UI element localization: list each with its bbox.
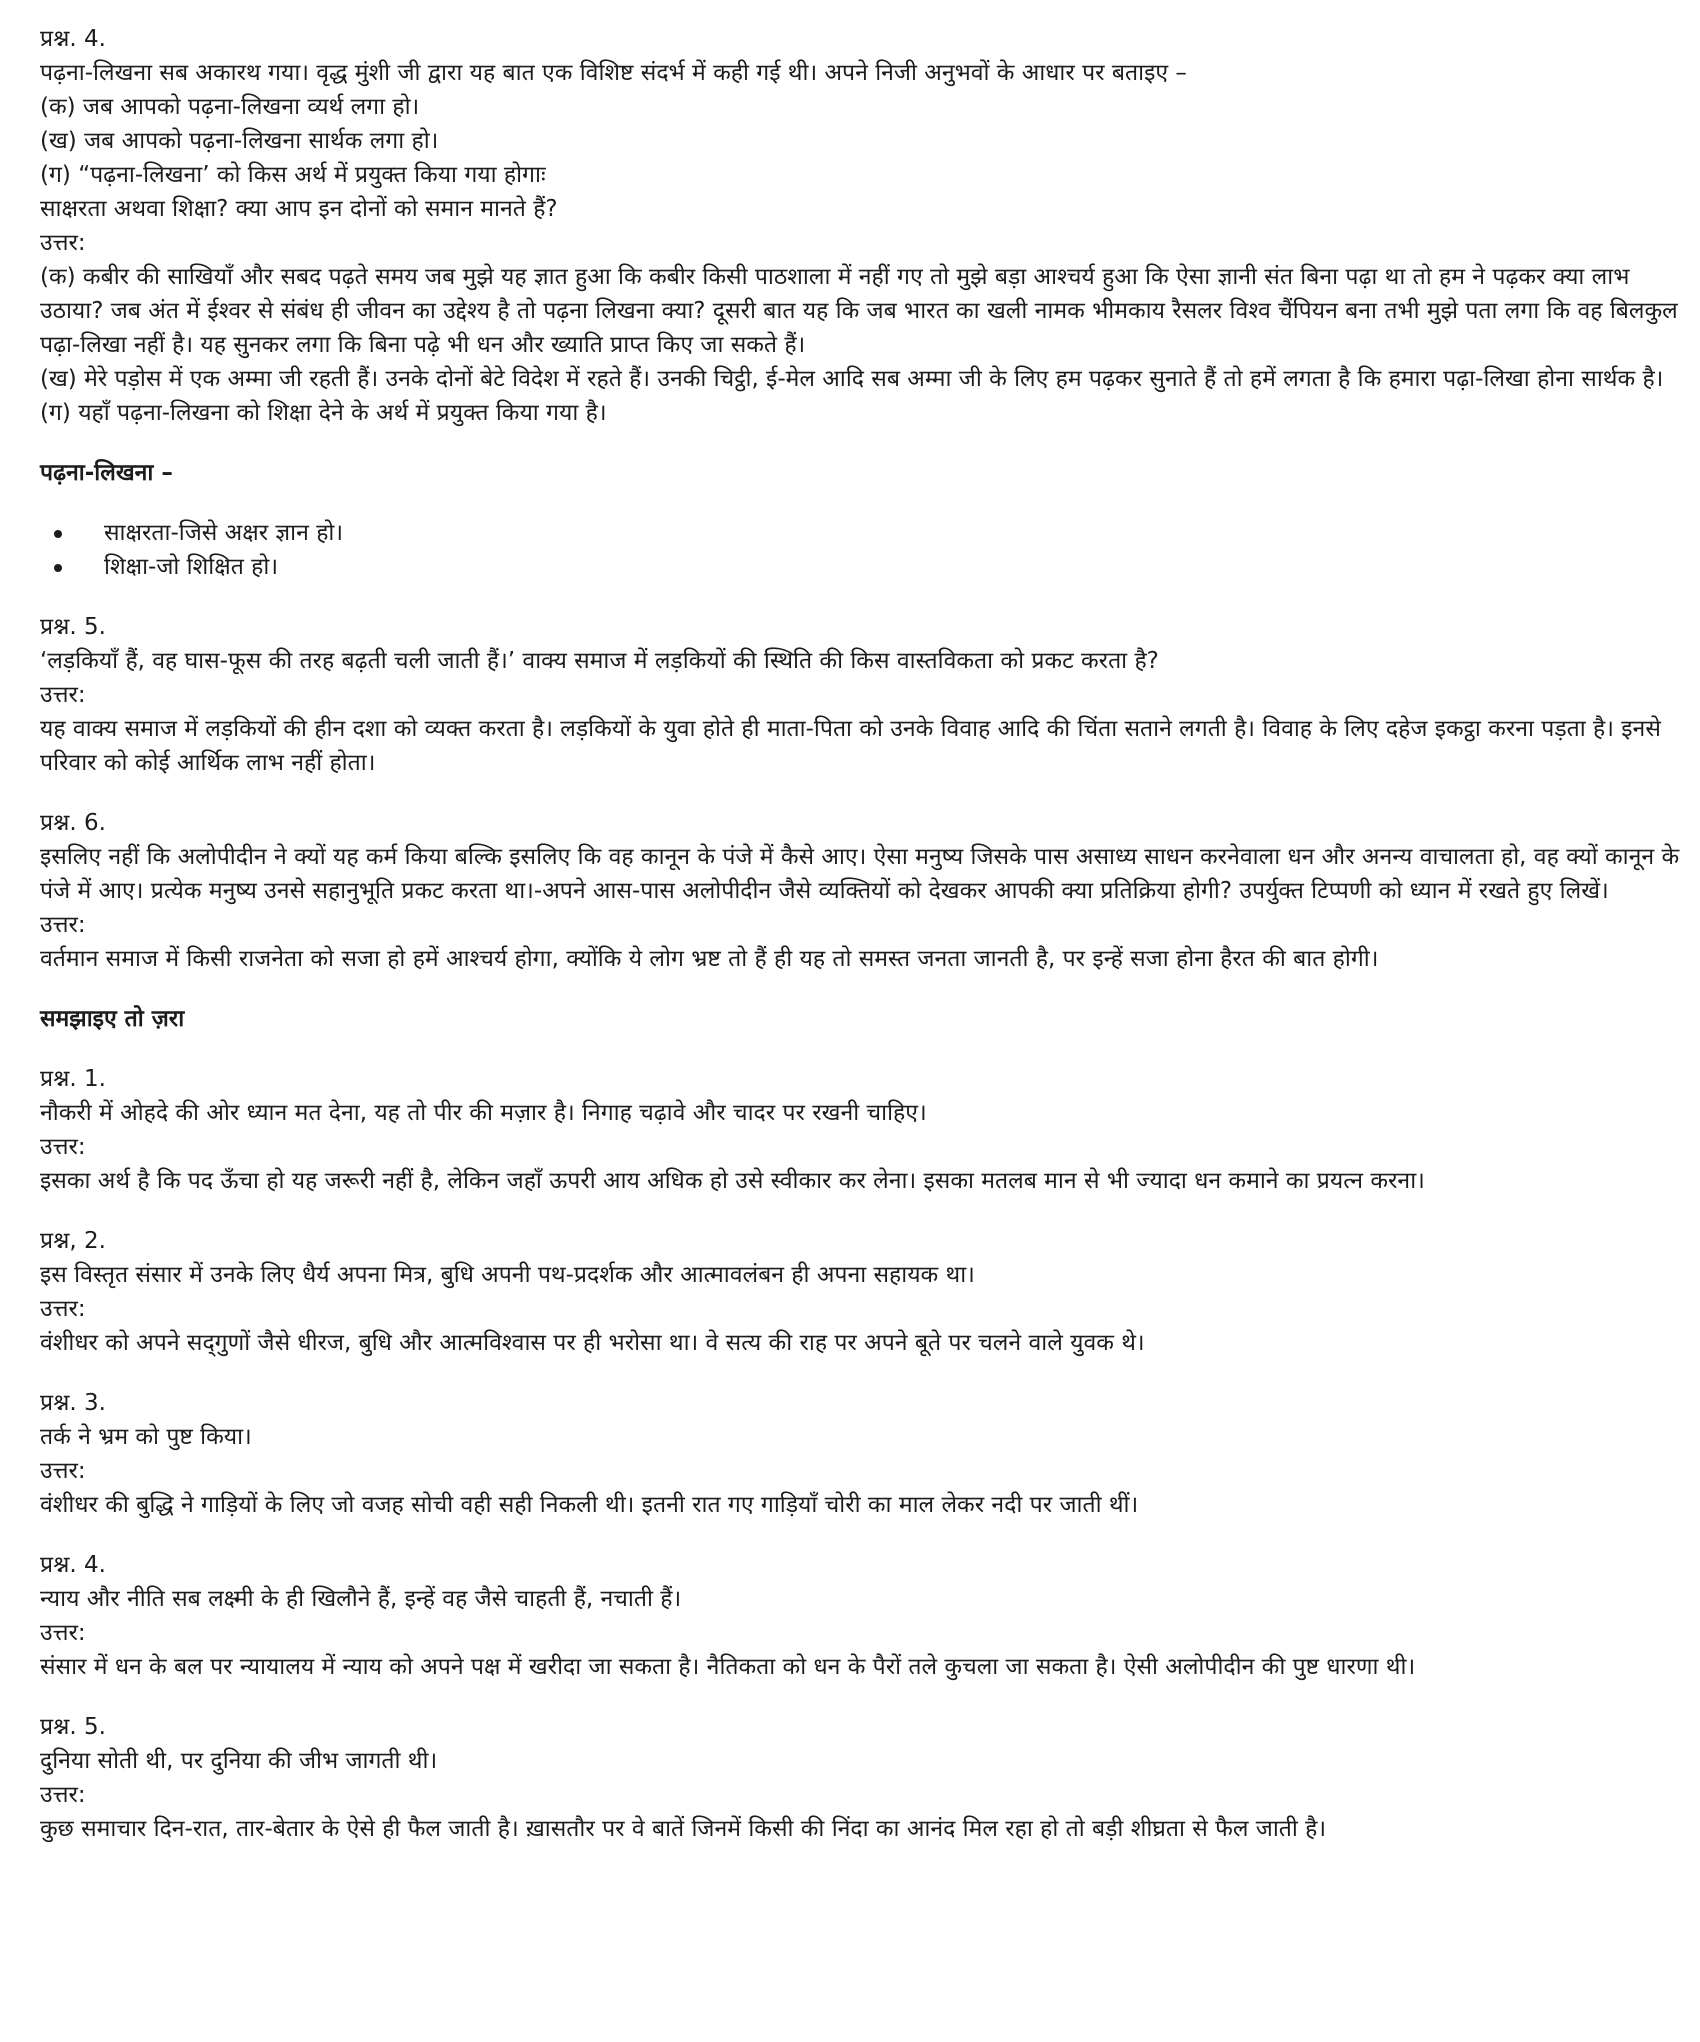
list-item: साक्षरता-जिसे अक्षर ज्ञान हो। [40, 516, 1680, 550]
explain-question-3 [40, 1386, 1680, 1522]
bullet-list [40, 516, 1680, 584]
list-item: शिक्षा-जो शिक्षित हो। [40, 550, 1680, 584]
answer-label: उत्तर: [40, 682, 86, 708]
sub-question-c-continued: साक्षरता अथवा शिक्षा? क्या आप इन दोनों को समान मानते हैं? [40, 196, 558, 222]
answer-text: यह वाक्य समाज में लड़कियों की हीन दशा को व्यक्त करता है। लड़कियों के युवा होते ही माता-पिता को उनके विवाह आदि की चिंता सताने लगती है। विवाह के लिए दहेज इकट्ठा करना पड़ता है। इनसे परिवार को कोई आर्थिक लाभ नहीं होता। [40, 716, 1661, 776]
question-text: न्याय और नीति सब लक्ष्मी के ही खिलौने हैं, इन्हें वह जैसे चाहती हैं, नचाती हैं। [40, 1586, 682, 1612]
question-text: इसलिए नहीं कि अलोपीदीन ने क्यों यह कर्म किया बल्कि इसलिए कि वह कानून के पंजे में कैसे आए। ऐसा मनुष्य जिसके पास असाध्य साधन करनेवाला धन और अनन्य वाचालता हो, वह क्यों कानून के पंजे में आए। प्रत्येक मनुष्य उनसे सहानुभूति प्रकट करता था।-अपने आस-पास अलोपीदीन जैसे व्यक्तियों को देखकर आपकी क्या प्रतिक्रिया होगी? उपर्युक्त टिप्पणी को ध्यान में रखते हुए लिखें। [40, 844, 1680, 904]
explain-question-2 [40, 1224, 1680, 1360]
question-text: नौकरी में ओहदे की ओर ध्यान मत देना, यह तो पीर की मज़ार है। निगाह चढ़ावे और चादर पर रखनी चाहिए। [40, 1100, 927, 1126]
explain-question-4 [40, 1548, 1680, 1684]
question-text: दुनिया सोती थी, पर दुनिया की जीभ जागती थी। [40, 1748, 438, 1774]
answer-b: (ख) मेरे पड़ोस में एक अम्मा जी रहती हैं। उनके दोनों बेटे विदेश में रहते हैं। उनकी चिट्ठी, ई-मेल आदि सब अम्मा जी के लिए हम पढ़कर सुनाते हैं तो हमें लगता है कि हमारा पढ़ा-लिखा होना सार्थक है। [40, 366, 1664, 392]
question-text: पढ़ना-लिखना सब अकारथ गया। वृद्ध मुंशी जी द्वारा यह बात एक विशिष्ट संदर्भ में कही गई थी। अपने निजी अनुभवों के आधार पर बताइए – [40, 60, 1187, 86]
question-text: ‘लड़कियाँ हैं, वह घास-फूस की तरह बढ़ती चली जाती हैं।’ वाक्य समाज में लड़कियों की स्थिति की किस वास्तविकता को प्रकट करता है? [40, 648, 1159, 674]
answer-text: कुछ समाचार दिन-रात, तार-बेतार के ऐसे ही फैल जाती है। ख़ासतौर पर वे बातें जिनमें किसी की निंदा का आनंद मिल रहा हो तो बड़ी शीघ्रता से फैल जाती है। [40, 1816, 1327, 1842]
question-label: प्रश्न. 5. [40, 614, 106, 640]
bullet-icon [54, 530, 62, 538]
explain-question-1 [40, 1062, 1680, 1198]
section-heading-explain: समझाइए तो ज़रा [40, 1006, 185, 1032]
answer-a: (क) कबीर की साखियाँ और सबद पढ़ते समय जब मुझे यह ज्ञात हुआ कि कबीर किसी पाठशाला में नहीं गए तो मुझे बड़ा आश्चर्य हुआ कि ऐसा ज्ञानी संत बिना पढ़ा था तो हम ने पढ़कर क्या लाभ उठाया? जब अंत में ईश्वर से संबंध ही जीवन का उद्देश्य है तो पढ़ना लिखना क्या? दूसरी बात यह कि जब भारत का खली नामक भीमकाय रैसलर विश्व चैंपियन बना तभी मुझे पता लगा कि वह बिलकुल पढ़ा-लिखा नहीं है। यह सुनकर लगा कि बिना पढ़े भी धन और ख्याति प्राप्त किए जा सकते हैं। [40, 264, 1678, 358]
answer-label: उत्तर: [40, 1296, 86, 1322]
question-label: प्रश्न. 5. [40, 1714, 106, 1740]
answer-label: उत्तर: [40, 912, 86, 938]
answer-label: उत्तर: [40, 230, 86, 256]
answer-label: उत्तर: [40, 1620, 86, 1646]
answer-text: वर्तमान समाज में किसी राजनेता को सजा हो हमें आश्चर्य होगा, क्योंकि ये लोग भ्रष्ट तो हैं ही यह तो समस्त जनता जानती है, पर इन्हें सजा होना हैरत की बात होगी। [40, 946, 1379, 972]
question-label: प्रश्न, 2. [40, 1228, 106, 1254]
answer-text: वंशीधर की बुद्धि ने गाड़ियों के लिए जो वजह सोची वही सही निकली थी। इतनी रात गए गाड़ियाँ चोरी का माल लेकर नदी पर जाती थीं। [40, 1492, 1139, 1518]
sub-question-c: (ग) “पढ़ना-लिखना’ को किस अर्थ में प्रयुक्त किया गया होगाः [40, 162, 546, 188]
answer-text: वंशीधर को अपने सद्‌गुणों जैसे धीरज, बुधि और आत्मविश्वास पर ही भरोसा था। वे सत्य की राह पर अपने बूते पर चलने वाले युवक थे। [40, 1330, 1145, 1356]
question-block-6 [40, 806, 1680, 976]
question-label: प्रश्न. 1. [40, 1066, 106, 1092]
bullet-icon [54, 564, 62, 572]
answer-label: उत्तर: [40, 1134, 86, 1160]
answer-text: इसका अर्थ है कि पद ऊँचा हो यह जरूरी नहीं है, लेकिन जहाँ ऊपरी आय अधिक हो उसे स्वीकार कर लेना। इसका मतलब मान से भी ज्यादा धन कमाने का प्रयत्न करना। [40, 1168, 1425, 1194]
question-label: प्रश्न. 6. [40, 810, 106, 836]
question-block-4 [40, 22, 1680, 430]
question-text: इस विस्तृत संसार में उनके लिए धैर्य अपना मित्र, बुधि अपनी पथ-प्रदर्शक और आत्मावलंबन ही अपना सहायक था। [40, 1262, 975, 1288]
question-text: तर्क ने भ्रम को पुष्ट किया। [40, 1424, 252, 1450]
document-page [40, 22, 1680, 1846]
question-label: प्रश्न. 4. [40, 26, 106, 52]
answer-text: संसार में धन के बल पर न्यायालय में न्याय को अपने पक्ष में खरीदा जा सकता है। नैतिकता को धन के पैरों तले कुचला जा सकता है। ऐसी अलोपीदीन की पुष्ट धारणा थी। [40, 1654, 1416, 1680]
question-label: प्रश्न. 3. [40, 1390, 106, 1416]
answer-label: उत्तर: [40, 1782, 86, 1808]
sub-question-a: (क) जब आपको पढ़ना-लिखना व्यर्थ लगा हो। [40, 94, 420, 120]
section-heading-reading-writing: पढ़ना-लिखना – [40, 460, 173, 486]
explain-question-5 [40, 1710, 1680, 1846]
sub-question-b: (ख) जब आपको पढ़ना-लिखना सार्थक लगा हो। [40, 128, 439, 154]
question-block-5 [40, 610, 1680, 780]
answer-c: (ग) यहाँ पढ़ना-लिखना को शिक्षा देने के अर्थ में प्रयुक्त किया गया है। [40, 400, 607, 426]
question-label: प्रश्न. 4. [40, 1552, 106, 1578]
answer-label: उत्तर: [40, 1458, 86, 1484]
